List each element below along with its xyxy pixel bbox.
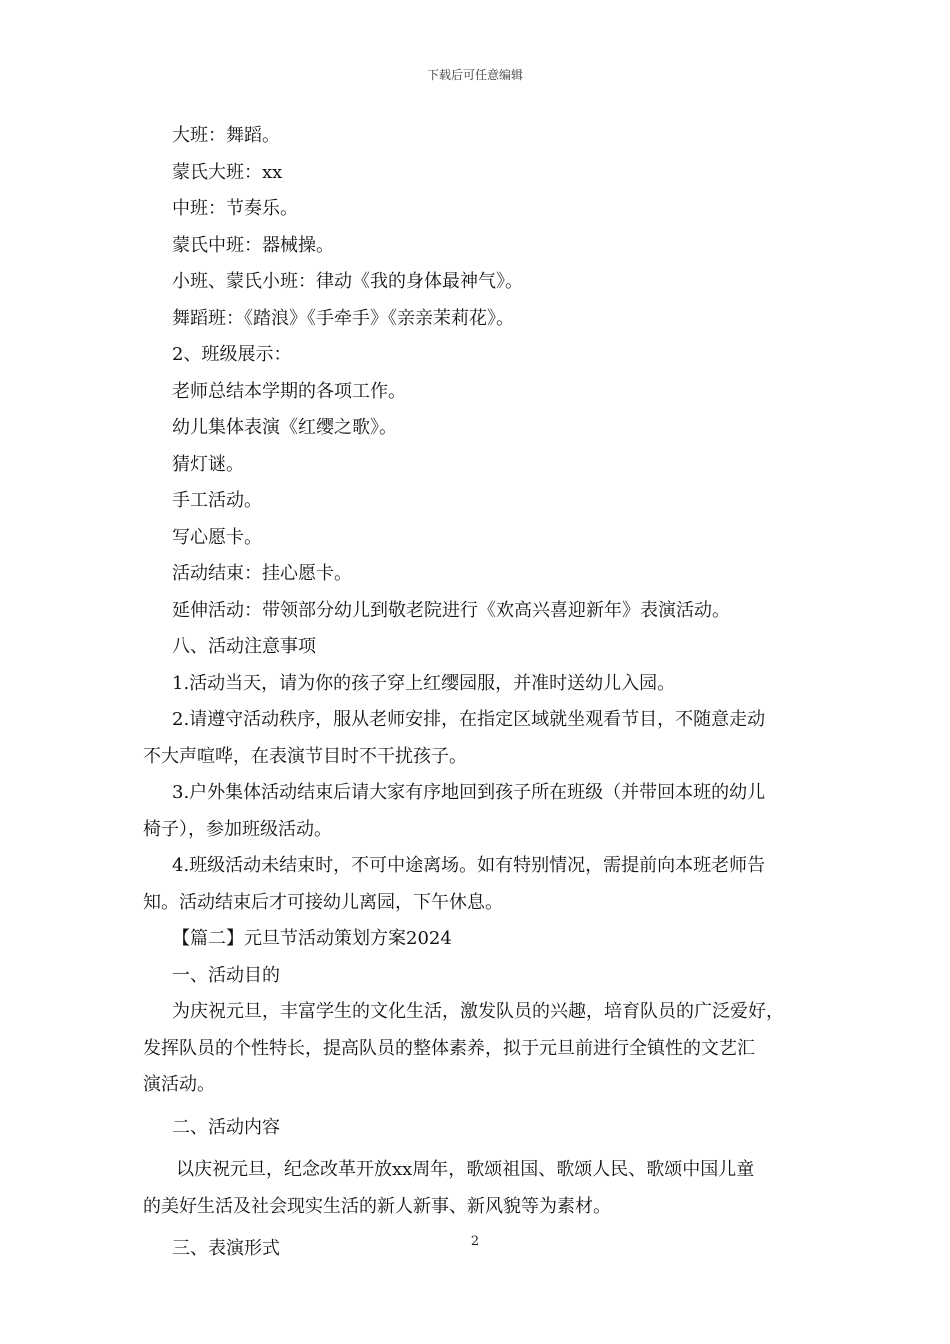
paragraph-line: 舞蹈班：《踏浪》《手牵手》《亲亲茉莉花》。: [172, 307, 514, 329]
paragraph-line: 发挥队员的个性特长，提高队员的整体素养，拟于元旦前进行全镇性的文艺汇: [143, 1037, 755, 1059]
paragraph-line: 演活动。: [143, 1074, 215, 1095]
section-heading: 三、表演形式: [172, 1238, 280, 1259]
paragraph-line: 2.请遵守活动秩序，服从老师安排，在指定区域就坐观看节目，不随意走动: [172, 709, 766, 730]
paragraph-line: 1.活动当天，请为你的孩子穿上红缨园服，并准时送幼儿入园。: [172, 672, 676, 694]
paragraph-line: 小班、蒙氏小班：律动《我的身体最神气》。: [172, 271, 523, 292]
document-body: [143, 118, 823, 1268]
page-number: 2: [470, 1234, 480, 1249]
paragraph-line: 延伸活动：带领部分幼儿到敬老院进行《欢高兴喜迎新年》表演活动。: [172, 599, 730, 621]
paragraph-line: 大班：舞蹈。: [172, 125, 280, 146]
paragraph-line: 不大声喧哗，在表演节目时不干扰孩子。: [143, 745, 467, 767]
paragraph-line: 3.户外集体活动结束后请大家有序地回到孩子所在班级（并带回本班的幼儿: [172, 782, 766, 803]
page-header: 下载后可任意编辑: [426, 68, 523, 82]
paragraph-line: 活动结束：挂心愿卡。: [172, 563, 352, 584]
paragraph-line: 中班：节奏乐。: [172, 198, 298, 219]
paragraph-line: 幼儿集体表演《红缨之歌》。: [172, 417, 397, 438]
paragraph-line: 椅子），参加班级活动。: [143, 818, 332, 840]
paragraph-line: 4.班级活动未结束时，不可中途离场。如有特别情况，需提前向本班老师告: [172, 855, 766, 876]
section-heading: 二、活动内容: [172, 1116, 280, 1138]
section-heading: 八、活动注意事项: [172, 636, 316, 657]
paragraph-line: 手工活动。: [172, 490, 262, 511]
paragraph-line: 老师总结本学期的各项工作。: [172, 380, 406, 402]
paragraph-line: 以庆祝元旦，纪念改革开放xx周年，歌颂祖国、歌颂人民、歌颂中国儿童: [176, 1159, 755, 1180]
section-heading: 一、活动目的: [172, 964, 280, 986]
paragraph-line: 的美好生活及社会现实生活的新人新事、新风貌等为素材。: [143, 1195, 611, 1217]
paragraph-line: 蒙氏中班：器械操。: [172, 234, 334, 256]
paragraph-line: 为庆祝元旦，丰富学生的文化生活，激发队员的兴趣，培育队员的广泛爱好，: [172, 1001, 784, 1022]
article-title: 【篇二】元旦节活动策划方案2024: [172, 928, 452, 949]
paragraph-line: 猜灯谜。: [172, 453, 244, 475]
paragraph-line: 2、班级展示：: [172, 344, 292, 365]
paragraph-line: 蒙氏大班：xx: [172, 161, 283, 183]
paragraph-line: 写心愿卡。: [172, 526, 262, 548]
paragraph-line: 知。活动结束后才可接幼儿离园，下午休息。: [143, 891, 503, 913]
